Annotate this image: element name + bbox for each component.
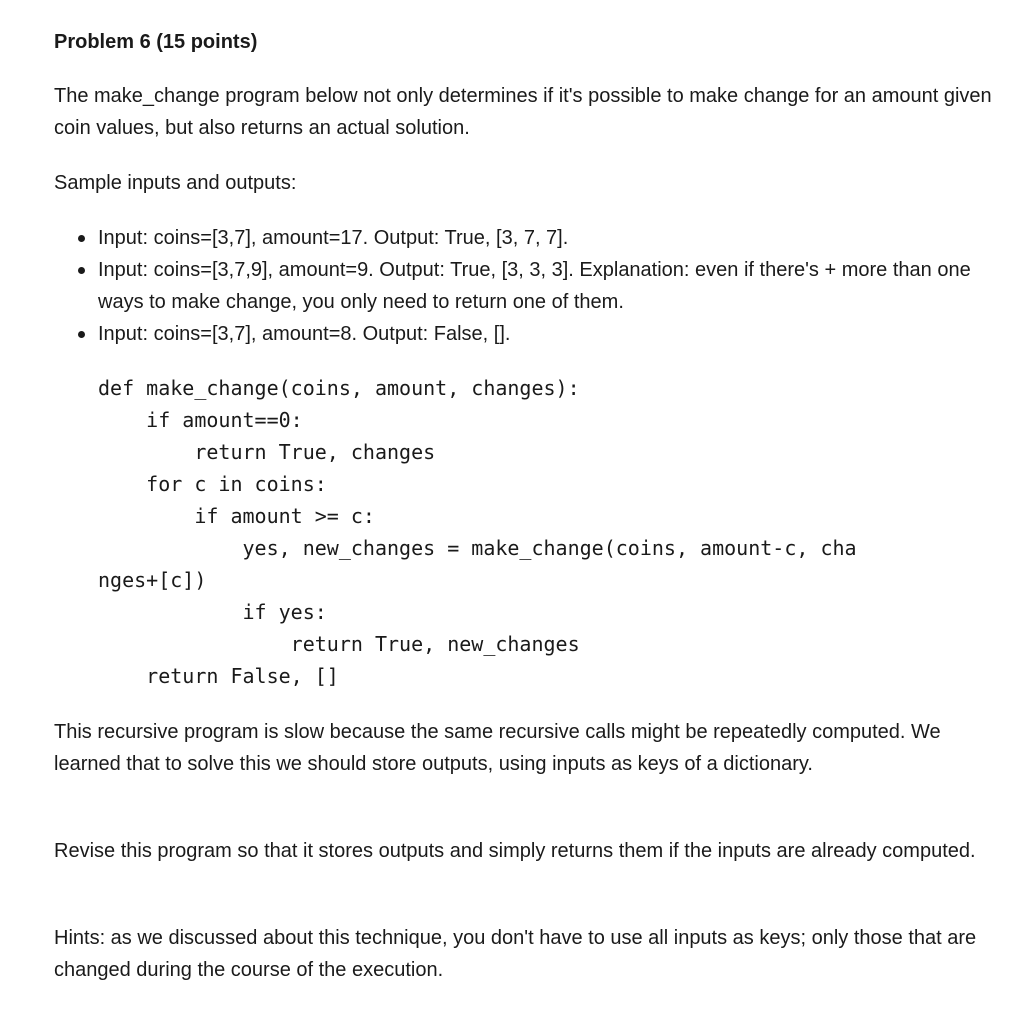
sample-text: Input: coins=[3,7], amount=8. Output: False, []. bbox=[98, 323, 511, 345]
code-block: def make_change(coins, amount, changes): if amount==0: return True, changes for c in coins: if amount >= c: yes, new_changes = make_change(coins, amount-c, cha nges+[c]) if yes: return True, new_changes return False, [] bbox=[98, 376, 857, 688]
sample-item bbox=[54, 254, 1004, 318]
samples-list bbox=[54, 222, 1004, 350]
sample-item bbox=[54, 222, 1004, 254]
bullet-icon bbox=[78, 235, 85, 242]
sample-text: Input: coins=[3,7,9], amount=9. Output: True, [3, 3, 3]. Explanation: even if there's + more than one ways to make change, you only need to return one of them. bbox=[98, 259, 971, 313]
sample-item bbox=[54, 318, 1004, 350]
intro-paragraph: The make_change program below not only determines if it's possible to make change for an amount given coin values, but also returns an actual solution. bbox=[54, 85, 992, 139]
explanation-paragraph: This recursive program is slow because the same recursive calls might be repeatedly computed. We learned that to solve this we should store outputs, using inputs as keys of a dictionary. bbox=[54, 721, 941, 775]
samples-heading: Sample inputs and outputs: bbox=[54, 172, 297, 194]
bullet-icon bbox=[78, 267, 85, 274]
task-paragraph: Revise this program so that it stores outputs and simply returns them if the inputs are already computed. bbox=[54, 840, 976, 862]
sample-text: Input: coins=[3,7], amount=17. Output: True, [3, 7, 7]. bbox=[98, 227, 569, 249]
hints-paragraph: Hints: as we discussed about this technique, you don't have to use all inputs as keys; only those that are changed during the course of the execution. bbox=[54, 927, 977, 981]
problem-title: Problem 6 (15 points) bbox=[54, 31, 258, 53]
bullet-icon bbox=[78, 331, 85, 338]
